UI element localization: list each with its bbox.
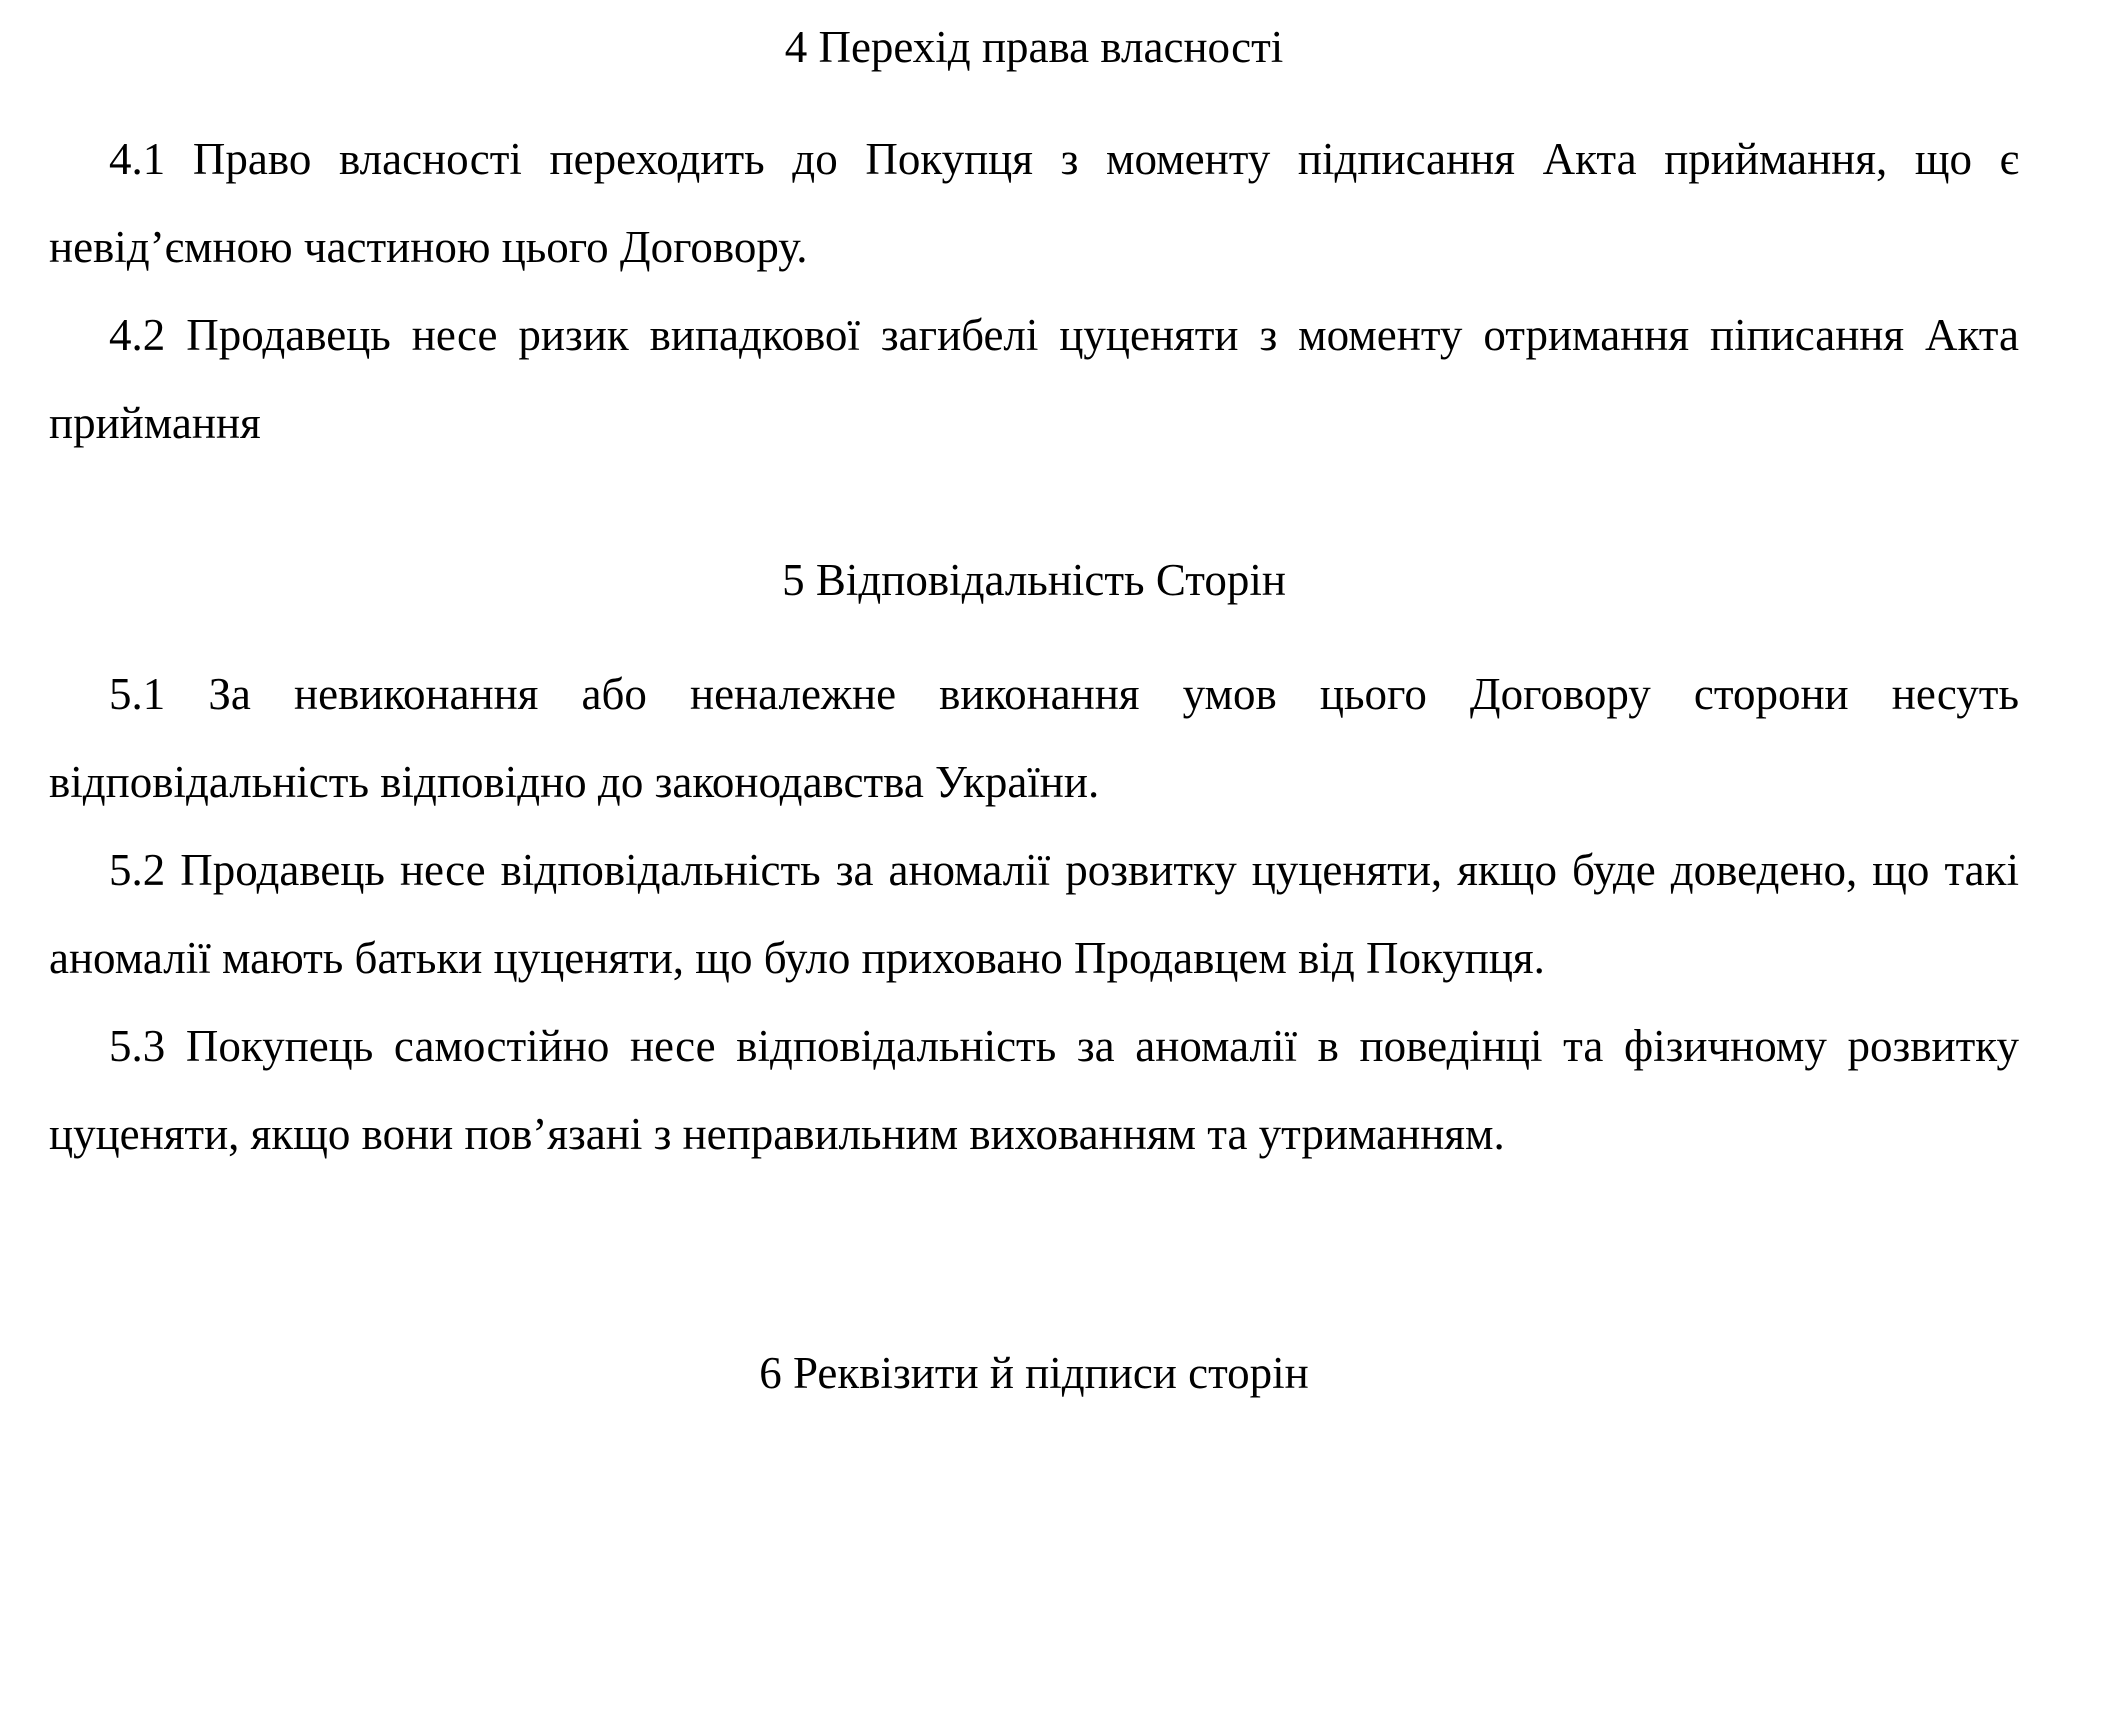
section-body-liability [49, 650, 2019, 1178]
paragraph-5-3: 5.3 Покупець самостійно несе відповідальність за аномалії в поведінці та фізичному розвитку цуценяти, якщо вони пов’язані з неправильним вихованням та утриманням. [49, 1021, 2019, 1159]
section-body-ownership-transfer [49, 115, 2019, 467]
paragraph-4-2: 4.2 Продавець несе ризик випадкової загибелі цуценяти з моменту отримання піписання Акта приймання [49, 310, 2019, 448]
paragraph-5-1: 5.1 За невиконання або неналежне виконання умов цього Договору сторони несуть відповідальність відповідно до законодавства України. [49, 669, 2019, 807]
section-heading-ownership-transfer: 4 Перехід права власності [784, 22, 1284, 72]
paragraph-4-1: 4.1 Право власності переходить до Покупця з моменту підписання Акта приймання, що є невід’ємною частиною цього Договору. [49, 134, 2019, 272]
section-heading-details-signatures: 6 Реквізити й підписи сторін [759, 1348, 1309, 1398]
paragraph-5-2: 5.2 Продавець несе відповідальність за аномалії розвитку цуценяти, якщо буде доведено, що такі аномалії мають батьки цуценяти, що було приховано Продавцем від Покупця. [49, 845, 2019, 983]
section-heading-liability: 5 Відповідальність Сторін [782, 555, 1286, 605]
